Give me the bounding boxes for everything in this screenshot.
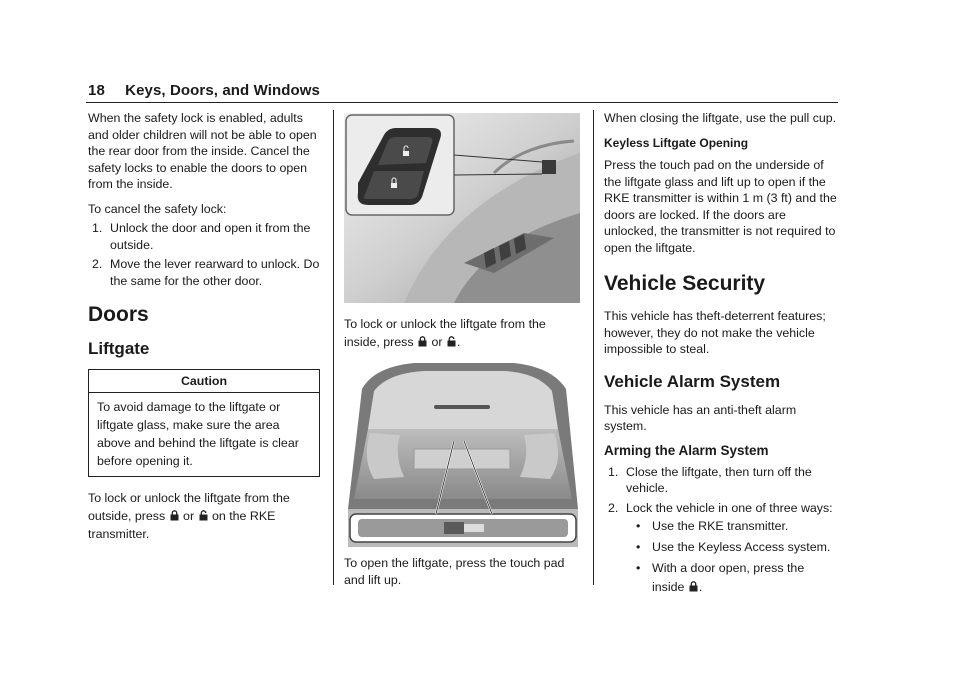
column-divider-right (593, 110, 594, 585)
column-divider-left (333, 110, 334, 585)
door-switch-figure (344, 113, 580, 303)
open-liftgate-text: To open the liftgate, press the touch pad and lift up. (344, 556, 565, 587)
outside-text-1: To lock or unlock the liftgate from the outside, press (88, 490, 290, 523)
bullet-text: Use the RKE transmitter. (652, 519, 789, 533)
column-3 (604, 110, 838, 605)
liftgate-heading: Liftgate (88, 339, 150, 358)
door-switch-illustration (344, 113, 580, 303)
step-text: Lock the vehicle in one of three ways: (626, 500, 833, 515)
section-title: Keys, Doors, and Windows (125, 82, 320, 99)
outside-lock-paragraph (88, 489, 320, 543)
step-text: Move the lever rearward to unlock. Do the same for the other door. (110, 257, 320, 288)
bullet-text: Use the Keyless Access system. (652, 539, 831, 554)
column-2 (344, 110, 580, 596)
bullet: • (636, 519, 641, 533)
liftgate-figure (344, 359, 580, 547)
cancel-lead: To cancel the safety lock: (88, 201, 227, 216)
doors-heading: Doors (88, 303, 149, 326)
lock-icon (418, 336, 427, 347)
list-item (626, 539, 838, 556)
liftgate-illustration (344, 359, 580, 547)
bullet-text: With a door open, press the inside (652, 561, 805, 594)
caution-title: Caution (89, 370, 319, 393)
list-item (626, 518, 838, 535)
step-number: 1. (608, 464, 619, 479)
vehicle-security-heading: Vehicle Security (604, 272, 766, 295)
caution-box (88, 369, 320, 477)
alarm-system-heading: Vehicle Alarm System (604, 371, 781, 391)
safety-lock-intro: When the safety lock is enabled, adults and older children will not be able to open the rear door from the inside. Cancel the safety locks to enable the doors to open from the inside. (88, 111, 317, 191)
keyless-heading: Keyless Liftgate Opening (604, 135, 749, 150)
page-number: 18 (88, 82, 105, 99)
arming-heading: Arming the Alarm System (604, 442, 769, 458)
list-item (626, 559, 838, 597)
inside-or: or (431, 335, 443, 349)
outside-text-2: on the RKE transmitter. (88, 508, 276, 541)
step-number: 1. (92, 221, 103, 235)
unlock-icon (199, 510, 208, 521)
alarm-text: This vehicle has an anti-theft alarm system. (604, 402, 797, 433)
bullet: • (636, 539, 641, 554)
column-1 (88, 110, 320, 551)
step-text: Unlock the door and open it from the outside. (110, 221, 311, 252)
lock-icon (170, 510, 179, 521)
step-number: 2. (92, 257, 103, 271)
lock-methods-list (626, 518, 838, 597)
unlock-icon (447, 336, 456, 347)
list-item (604, 500, 838, 598)
inside-lock-paragraph (344, 315, 580, 351)
header-rule (86, 102, 838, 103)
inside-period: . (456, 335, 461, 349)
bullet-period: . (698, 580, 703, 594)
caution-body: To avoid damage to the liftgate or liftgate glass, make sure the area above and behind the liftgate is clear before opening it. (97, 399, 299, 468)
list-item (88, 256, 320, 289)
lock-icon (689, 581, 698, 592)
outside-or: or (183, 508, 195, 523)
page-header (88, 82, 320, 99)
inside-text-1: To lock or unlock the liftgate from the inside, press (344, 317, 546, 349)
step-text: Close the liftgate, then turn off the vehicle. (626, 464, 812, 495)
bullet: • (636, 561, 641, 575)
arming-steps (604, 464, 838, 598)
list-item (604, 464, 838, 497)
step-number: 2. (608, 500, 619, 515)
closing-text: When closing the liftgate, use the pull cup. (604, 111, 837, 125)
list-item (88, 220, 320, 253)
security-text: This vehicle has theft-deterrent features; however, they do not make the vehicle impossible to steal. (604, 309, 826, 356)
cancel-steps (88, 220, 320, 289)
keyless-text: Press the touch pad on the underside of the liftgate glass and lift up to open if the RKE transmitter is within 1 m (3 ft) and the doors are locked. If the doors are unlocked, the transmitter is not required to open the liftgate. (604, 158, 837, 255)
